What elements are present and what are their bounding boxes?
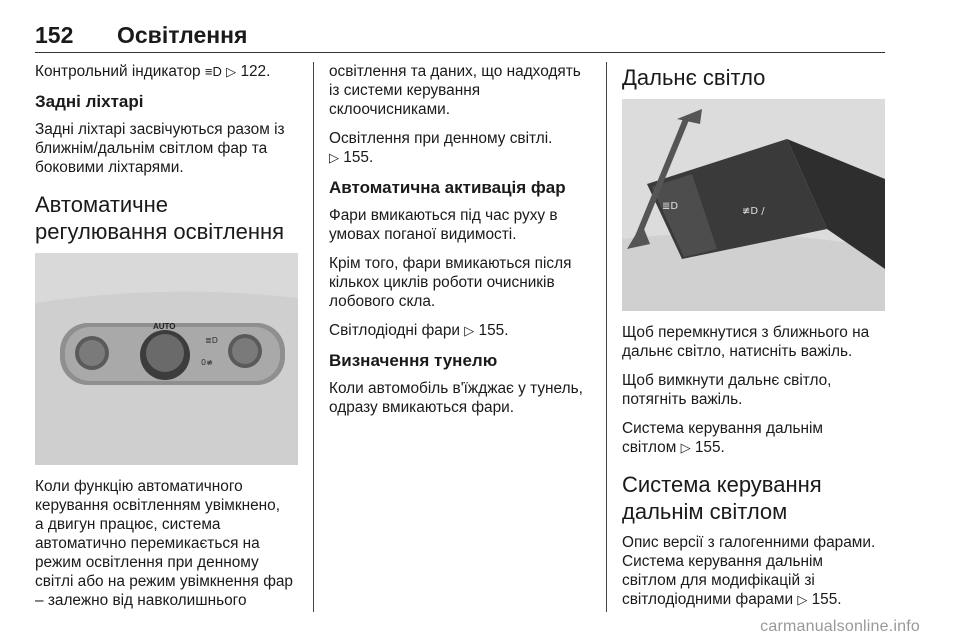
watermark: carmanualsonline.info (760, 618, 920, 635)
high-beam-assist-text: Опис версії з галогенними фарами. Система керування дальнім світлом для модифікацій зі світлодіодними фарами ▷ 155. (622, 534, 876, 608)
auto-activation-heading: Автоматична активація фар (329, 178, 566, 197)
rear-lights-text: Задні ліхтарі засвічуються разом із ближнім/дальнім світлом фар та боковими ліхтарями. (35, 121, 285, 176)
page-ref-icon: ▷ (226, 64, 237, 79)
auto-lighting-heading: Автоматичне регулювання освітлення (35, 192, 285, 244)
page-ref-icon: ▷ (680, 440, 691, 455)
header-rule (35, 52, 885, 53)
auto-lighting-text: Коли функцію автоматичного керування освітленням увімкнено, а двигун працює, система автоматично перемикається на режим освітлення при денному світлі або на режим увімкнення фар – залежно від навколишнього (35, 478, 293, 609)
column-divider (606, 62, 607, 612)
page-number: 152 (35, 22, 74, 48)
tunnel-heading: Визначення тунелю (329, 351, 498, 370)
svg-text:≣D: ≣D (662, 201, 679, 212)
high-beam-icon: ≡D (204, 64, 222, 79)
page-title: Освітлення (117, 22, 248, 48)
high-beam-assist-heading: Система керування дальнім світлом (622, 472, 822, 524)
tunnel-text: Коли автомобіль в'їжджає у тунель, одразу вмикаються фари. (329, 380, 583, 416)
page-ref-icon: ▷ (464, 323, 475, 338)
auto-activation-text: Фари вмикаються під час руху в умовах поганої видимості. (329, 207, 558, 243)
page-ref-icon: ▷ (329, 150, 339, 165)
continued-text: освітлення та даних, що надходять із системи керування склоочисниками. (329, 63, 581, 118)
wipers-text: Крім того, фари вмикаються після кількох циклів роботи очисників лобового скла. (329, 255, 572, 310)
column-1 (35, 62, 301, 620)
high-beam-heading: Дальнє світло (622, 65, 766, 90)
indicator-line: Контрольний індикатор ≡D ▷ 122. (35, 63, 271, 80)
column-3 (622, 62, 888, 619)
rear-lights-heading: Задні ліхтарі (35, 92, 144, 111)
high-beam-assist-ref: Система керування дальнім світлом ▷ 155. (622, 420, 824, 456)
switch-high-beam-text: Щоб перемкнутися з ближнього на дальнє світло, натисніть важіль. (622, 324, 870, 360)
svg-text:0≢: 0≢ (201, 358, 213, 367)
off-high-beam-text: Щоб вимкнути дальнє світло, потягніть важіль. (622, 372, 832, 408)
stalk-lever-image (622, 99, 885, 311)
auto-label: AUTO (153, 322, 176, 331)
light-switch-panel-image (35, 253, 298, 465)
indicator-ref: 122. (240, 63, 271, 80)
column-divider (313, 62, 314, 612)
led-headlights-ref: Світлодіодні фари ▷ 155. (329, 322, 509, 339)
daylight-text: Освітлення при денному світлі. ▷ 155. (329, 130, 553, 166)
svg-text:≣D: ≣D (205, 336, 218, 345)
svg-text:≢D /: ≢D / (742, 206, 765, 217)
page-header (35, 22, 885, 52)
page-ref-icon: ▷ (797, 592, 808, 607)
column-2 (329, 62, 595, 427)
